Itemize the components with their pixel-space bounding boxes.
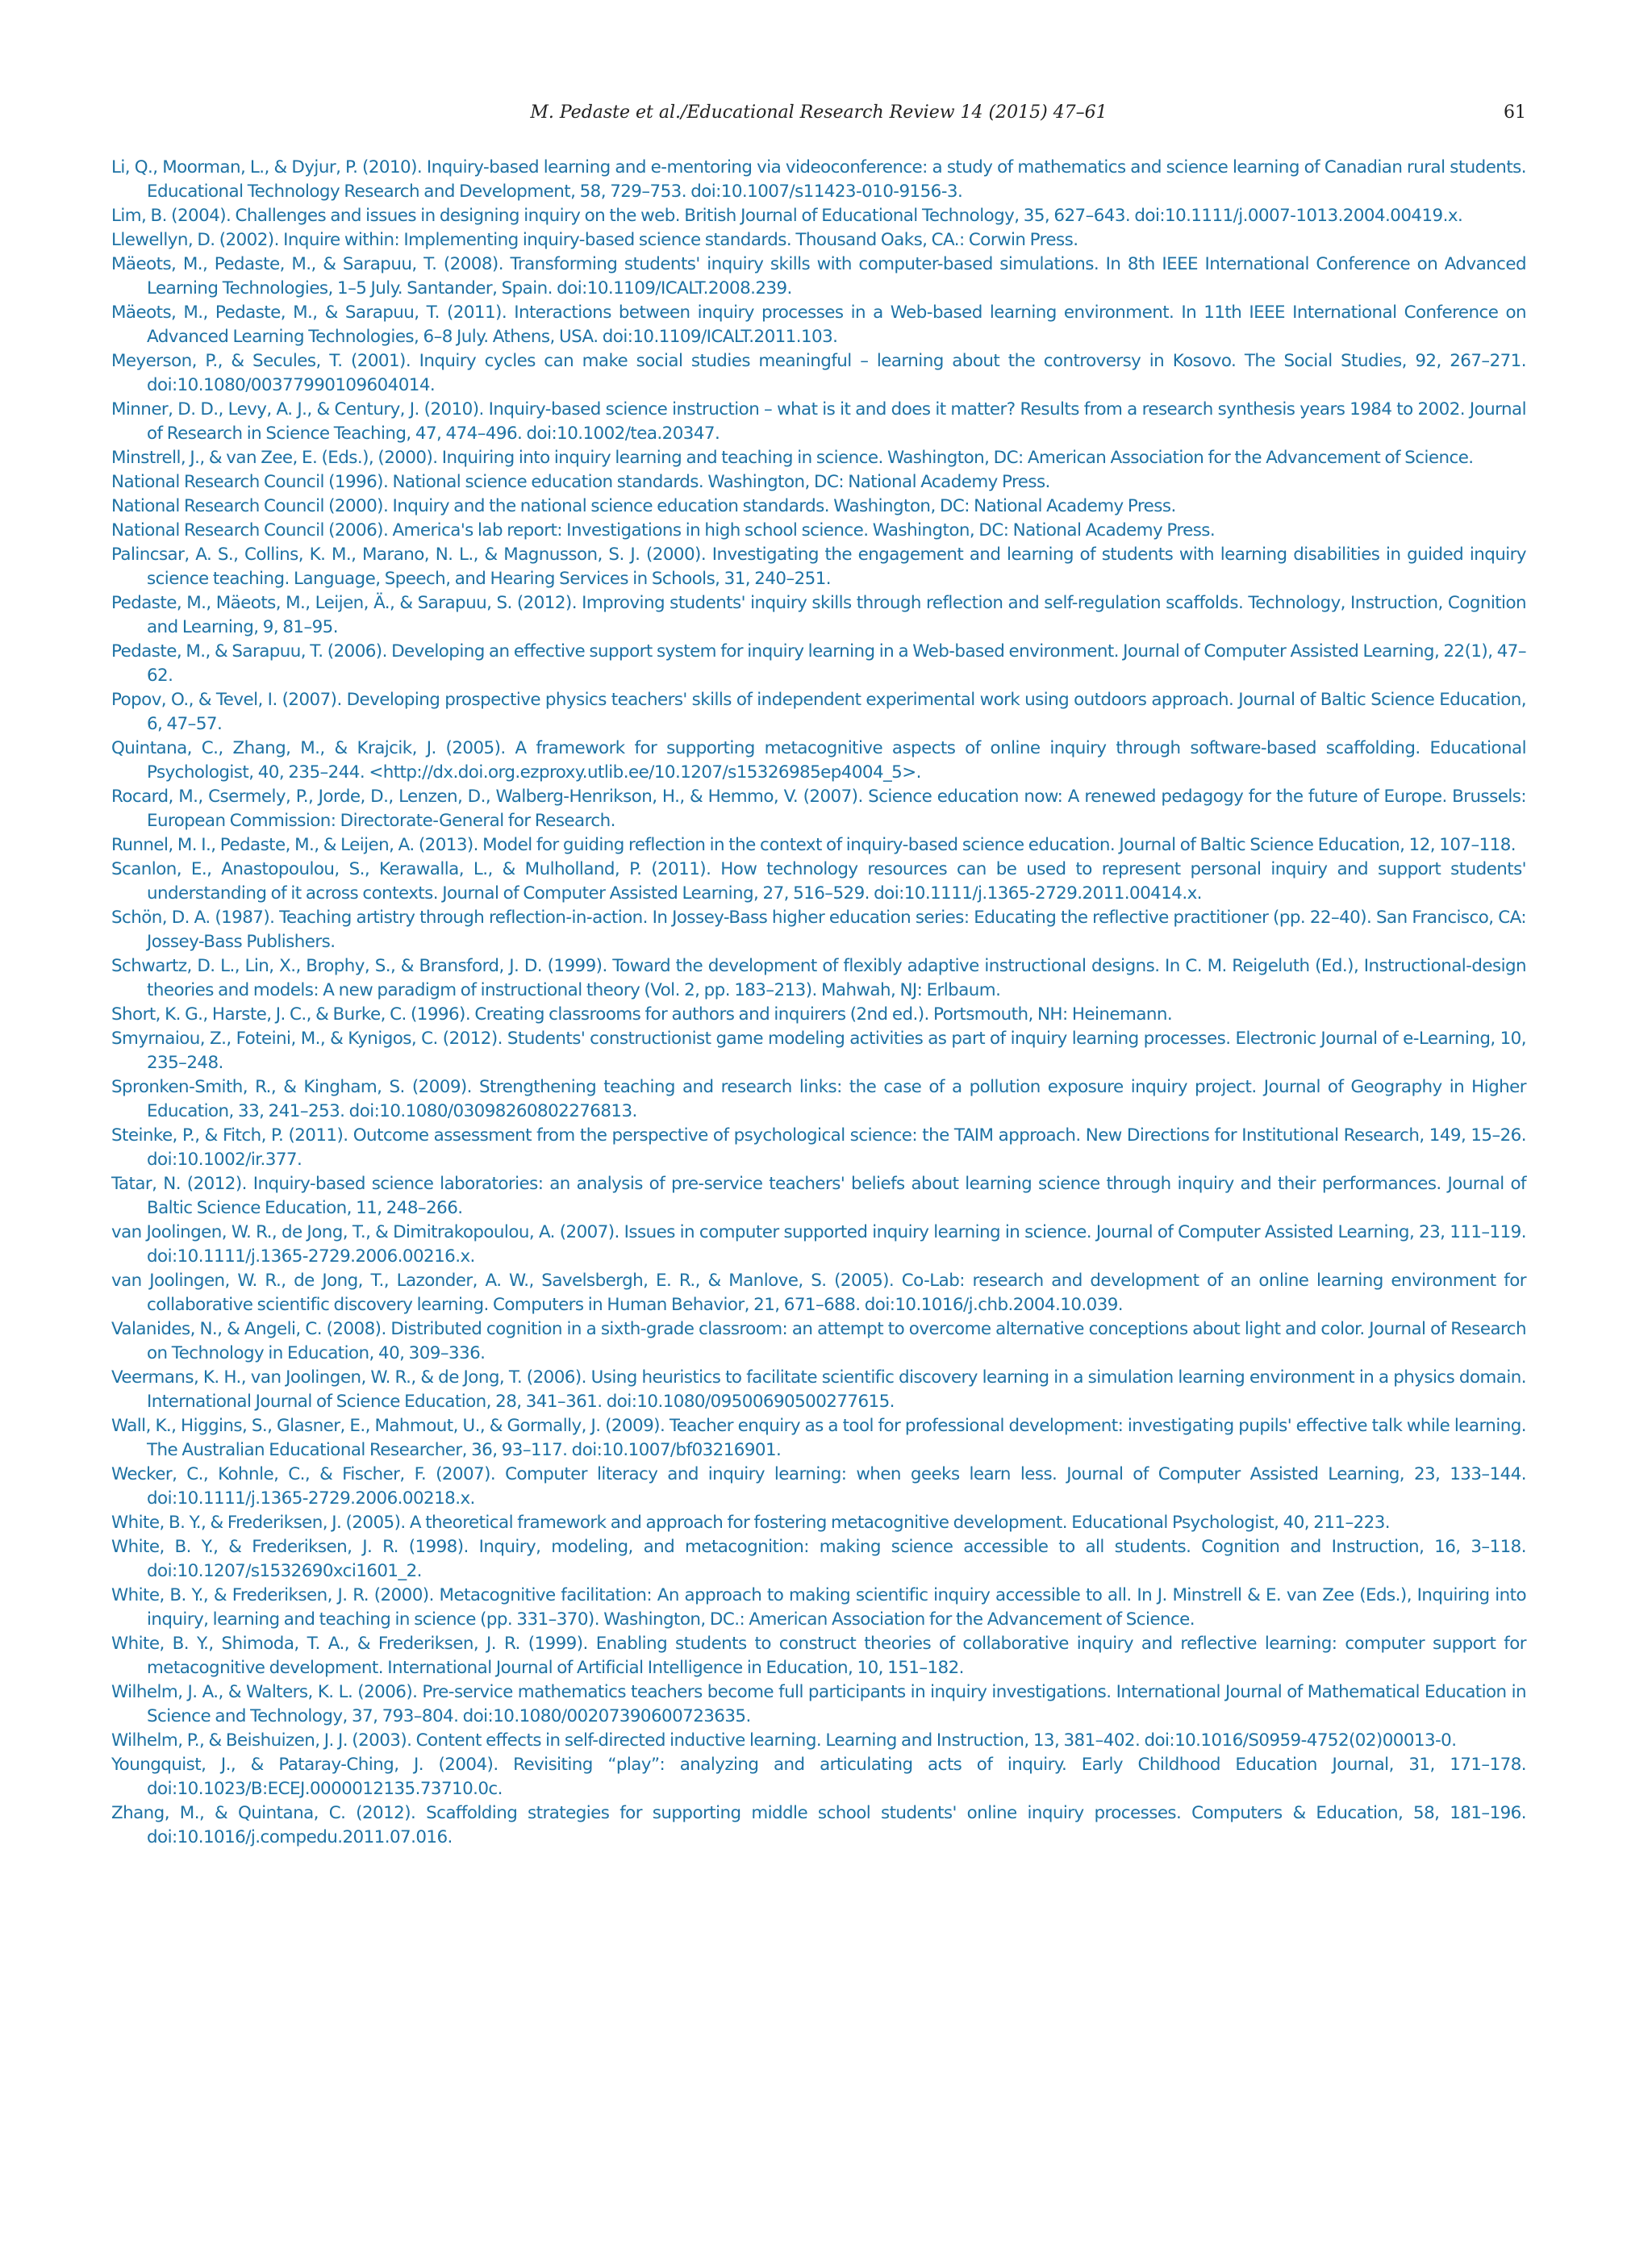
reference-entry[interactable]: Wecker, C., Kohnle, C., & Fischer, F. (2007). Computer literacy and inquiry learning: when geeks learn less. Journal of Computer Assisted Learning, 23, 133–144. doi:10.1111/j.1365-2729.2006.00218.x. (111, 1464, 1526, 1509)
reference-entry[interactable]: Veermans, K. H., van Joolingen, W. R., & de Jong, T. (2006). Using heuristics to facilitate scientific discovery learning in a simulation learning environment in a physics domain. International Journal of Science Education, 28, 341–361. doi:10.1080/09500690500277615. (111, 1367, 1526, 1412)
reference-entry[interactable]: van Joolingen, W. R., de Jong, T., Lazonder, A. W., Savelsbergh, E. R., & Manlove, S. (2005). Co-Lab: research and development of an online learning environment for collaborative scientific discovery learning. Computers in Human Behavior, 21, 671–688. doi:10.1016/j.chb.2004.10.039. (111, 1271, 1526, 1315)
journal-citation: M. Pedaste et al./Educational Research Review 14 (2015) 47–61 (530, 102, 1108, 123)
reference-entry[interactable]: Wilhelm, J. A., & Walters, K. L. (2006). Pre-service mathematics teachers become full participants in inquiry investigations. International Journal of Mathematical Education in Science and Technology, 37, 793–804. doi:10.1080/00207390600723635. (111, 1682, 1526, 1726)
reference-entry[interactable]: Pedaste, M., Mäeots, M., Leijen, Ä., & Sarapuu, S. (2012). Improving students' inquiry skills through reflection and self-regulation scaffolds. Technology, Instruction, Cognition and Learning, 9, 81–95. (111, 593, 1526, 637)
reference-entry[interactable]: Scanlon, E., Anastopoulou, S., Kerawalla, L., & Mulholland, P. (2011). How technology resources can be used to represent personal inquiry and support students' understanding of it across contexts. Journal of Computer Assisted Learning, 27, 516–529. doi:10.1111/j.1365-2729.2011.00414.x. (111, 859, 1526, 904)
reference-entry[interactable]: Quintana, C., Zhang, M., & Krajcik, J. (2005). A framework for supporting metacognitive aspects of online inquiry through software-based scaffolding. Educational Psychologist, 40, 235–244. <http://dx.doi.org.ezproxy.utlib.ee/10.1207/s15326985ep4004_5>. (111, 738, 1526, 783)
reference-entry[interactable]: Mäeots, M., Pedaste, M., & Sarapuu, T. (2011). Interactions between inquiry processes in a Web-based learning environment. In 11th IEEE International Conference on Advanced Learning Technologies, 6–8 July. Athens, USA. doi:10.1109/ICALT.2011.103. (111, 303, 1526, 347)
reference-list (111, 156, 1526, 1850)
reference-entry[interactable]: Mäeots, M., Pedaste, M., & Sarapuu, T. (2008). Transforming students' inquiry skills with computer-based simulations. In 8th IEEE International Conference on Advanced Learning Technologies, 1–5 July. Santander, Spain. doi:10.1109/ICALT.2008.239. (111, 254, 1526, 298)
reference-entry[interactable]: Valanides, N., & Angeli, C. (2008). Distributed cognition in a sixth-grade classroom: an attempt to overcome alternative conceptions about light and color. Journal of Research on Technology in Education, 40, 309–336. (111, 1319, 1526, 1363)
reference-entry[interactable]: Wilhelm, P., & Beishuizen, J. J. (2003). Content effects in self-directed inductive learning. Learning and Instruction, 13, 381–402. doi:10.1016/S0959-4752(02)00013-0. (111, 1730, 1457, 1751)
reference-entry[interactable]: Llewellyn, D. (2002). Inquire within: Implementing inquiry-based science standards. Thousand Oaks, CA.: Corwin Press. (111, 230, 1078, 250)
reference-entry[interactable]: White, B. Y., & Frederiksen, J. (2005). A theoretical framework and approach for fostering metacognitive development. Educational Psychologist, 40, 211–223. (111, 1513, 1391, 1533)
reference-entry[interactable]: Schön, D. A. (1987). Teaching artistry through reflection-in-action. In Jossey-Bass higher education series: Educating the reflective practitioner (pp. 22–40). San Francisco, CA: Jossey-Bass Publishers. (111, 908, 1526, 952)
reference-entry[interactable]: Rocard, M., Csermely, P., Jorde, D., Lenzen, D., Walberg-Henrikson, H., & Hemmo, V. (2007). Science education now: A renewed pedagogy for the future of Europe. Brussels: European Commission: Directorate-General for Research. (111, 787, 1526, 831)
reference-entry[interactable]: Steinke, P., & Fitch, P. (2011). Outcome assessment from the perspective of psychological science: the TAIM approach. New Directions for Institutional Research, 149, 15–26. doi:10.1002/ir.377. (111, 1125, 1526, 1170)
reference-entry[interactable]: Minstrell, J., & van Zee, E. (Eds.), (2000). Inquiring into inquiry learning and teaching in science. Washington, DC: American Association for the Advancement of Science. (111, 448, 1474, 468)
reference-entry[interactable]: Short, K. G., Harste, J. C., & Burke, C. (1996). Creating classrooms for authors and inquirers (2nd ed.). Portsmouth, NH: Heinemann. (111, 1004, 1173, 1025)
reference-entry[interactable]: van Joolingen, W. R., de Jong, T., & Dimitrakopoulou, A. (2007). Issues in computer supported inquiry learning in science. Journal of Computer Assisted Learning, 23, 111–119. doi:10.1111/j.1365-2729.2006.00216.x. (111, 1222, 1526, 1267)
reference-entry[interactable]: Smyrnaiou, Z., Foteini, M., & Kynigos, C. (2012). Students' constructionist game modeling activities as part of inquiry learning processes. Electronic Journal of e-Learning, 10, 235–248. (111, 1029, 1526, 1073)
reference-entry[interactable]: Tatar, N. (2012). Inquiry-based science laboratories: an analysis of pre-service teachers' beliefs about learning science through inquiry and their performances. Journal of Baltic Science Education, 11, 248–266. (111, 1174, 1526, 1218)
reference-entry[interactable]: White, B. Y., & Frederiksen, J. R. (2000). Metacognitive facilitation: An approach to making scientific inquiry accessible to all. In J. Minstrell & E. van Zee (Eds.), Inquiring into inquiry, learning and teaching in science (pp. 331–370). Washington, DC.: American Association for the Advancement of Science. (111, 1585, 1526, 1630)
reference-entry[interactable]: Zhang, M., & Quintana, C. (2012). Scaffolding strategies for supporting middle school students' online inquiry processes. Computers & Education, 58, 181–196. doi:10.1016/j.compedu.2011.07.016. (111, 1803, 1526, 1847)
reference-entry[interactable]: White, B. Y., & Frederiksen, J. R. (1998). Inquiry, modeling, and metacognition: making science accessible to all students. Cognition and Instruction, 16, 3–118. doi:10.1207/s1532690xci1601_2. (111, 1537, 1526, 1581)
reference-entry[interactable]: National Research Council (2000). Inquiry and the national science education standards. Washington, DC: National Academy Press. (111, 496, 1176, 516)
reference-entry[interactable]: National Research Council (1996). National science education standards. Washington, DC: National Academy Press. (111, 472, 1050, 492)
reference-entry[interactable]: Minner, D. D., Levy, A. J., & Century, J. (2010). Inquiry-based science instruction – what is it and does it matter? Results from a research synthesis years 1984 to 2002. Journal of Research in Science Teaching, 47, 474–496. doi:10.1002/tea.20347. (111, 399, 1526, 444)
reference-entry[interactable]: Li, Q., Moorman, L., & Dyjur, P. (2010). Inquiry-based learning and e-mentoring via videoconference: a study of mathematics and science learning of Canadian rural students. Educational Technology Research and Development, 58, 729–753. doi:10.1007/s11423-010-9156-3. (111, 157, 1526, 202)
reference-entry[interactable]: Meyerson, P., & Secules, T. (2001). Inquiry cycles can make social studies meaningful – learning about the controversy in Kosovo. The Social Studies, 92, 267–271. doi:10.1080/00377990109604014. (111, 351, 1526, 395)
reference-entry[interactable]: Lim, B. (2004). Challenges and issues in designing inquiry on the web. British Journal of Educational Technology, 35, 627–643. doi:10.1111/j.0007-1013.2004.00419.x. (111, 206, 1463, 226)
reference-entry[interactable]: Spronken-Smith, R., & Kingham, S. (2009). Strengthening teaching and research links: the case of a pollution exposure inquiry project. Journal of Geography in Higher Education, 33, 241–253. doi:10.1080/03098260802276813. (111, 1077, 1526, 1121)
reference-entry[interactable]: Wall, K., Higgins, S., Glasner, E., Mahmout, U., & Gormally, J. (2009). Teacher enquiry as a tool for professional development: investigating pupils' effective talk while learning. The Australian Educational Researcher, 36, 93–117. doi:10.1007/bf03216901. (111, 1416, 1526, 1460)
page-number: 61 (1504, 102, 1526, 123)
running-header (111, 98, 1526, 127)
reference-entry[interactable]: Popov, O., & Tevel, I. (2007). Developing prospective physics teachers' skills of independent experimental work using outdoors approach. Journal of Baltic Science Education, 6, 47–57. (111, 690, 1526, 734)
reference-entry[interactable]: National Research Council (2006). America's lab report: Investigations in high school science. Washington, DC: National Academy Press. (111, 520, 1216, 541)
reference-entry[interactable]: Pedaste, M., & Sarapuu, T. (2006). Developing an effective support system for inquiry learning in a Web-based environment. Journal of Computer Assisted Learning, 22(1), 47–62. (111, 641, 1526, 686)
reference-entry[interactable]: White, B. Y., Shimoda, T. A., & Frederiksen, J. R. (1999). Enabling students to construct theories of collaborative inquiry and reflective learning: computer support for metacognitive development. International Journal of Artificial Intelligence in Education, 10, 151–182. (111, 1634, 1526, 1678)
reference-entry[interactable]: Schwartz, D. L., Lin, X., Brophy, S., & Bransford, J. D. (1999). Toward the development of flexibly adaptive instructional designs. In C. M. Reigeluth (Ed.), Instructional-design theories and models: A new paradigm of instructional theory (Vol. 2, pp. 183–213). Mahwah, NJ: Erlbaum. (111, 956, 1526, 1000)
reference-entry[interactable]: Youngquist, J., & Pataray-Ching, J. (2004). Revisiting “play”: analyzing and articulating acts of inquiry. Early Childhood Education Journal, 31, 171–178. doi:10.1023/B:ECEJ.0000012135.73710.0c. (111, 1755, 1526, 1799)
reference-entry[interactable]: Runnel, M. I., Pedaste, M., & Leijen, A. (2013). Model for guiding reflection in the context of inquiry-based science education. Journal of Baltic Science Education, 12, 107–118. (111, 835, 1516, 855)
reference-entry[interactable]: Palincsar, A. S., Collins, K. M., Marano, N. L., & Magnusson, S. J. (2000). Investigating the engagement and learning of students with learning disabilities in guided inquiry science teaching. Language, Speech, and Hearing Services in Schools, 31, 240–251. (111, 545, 1526, 589)
